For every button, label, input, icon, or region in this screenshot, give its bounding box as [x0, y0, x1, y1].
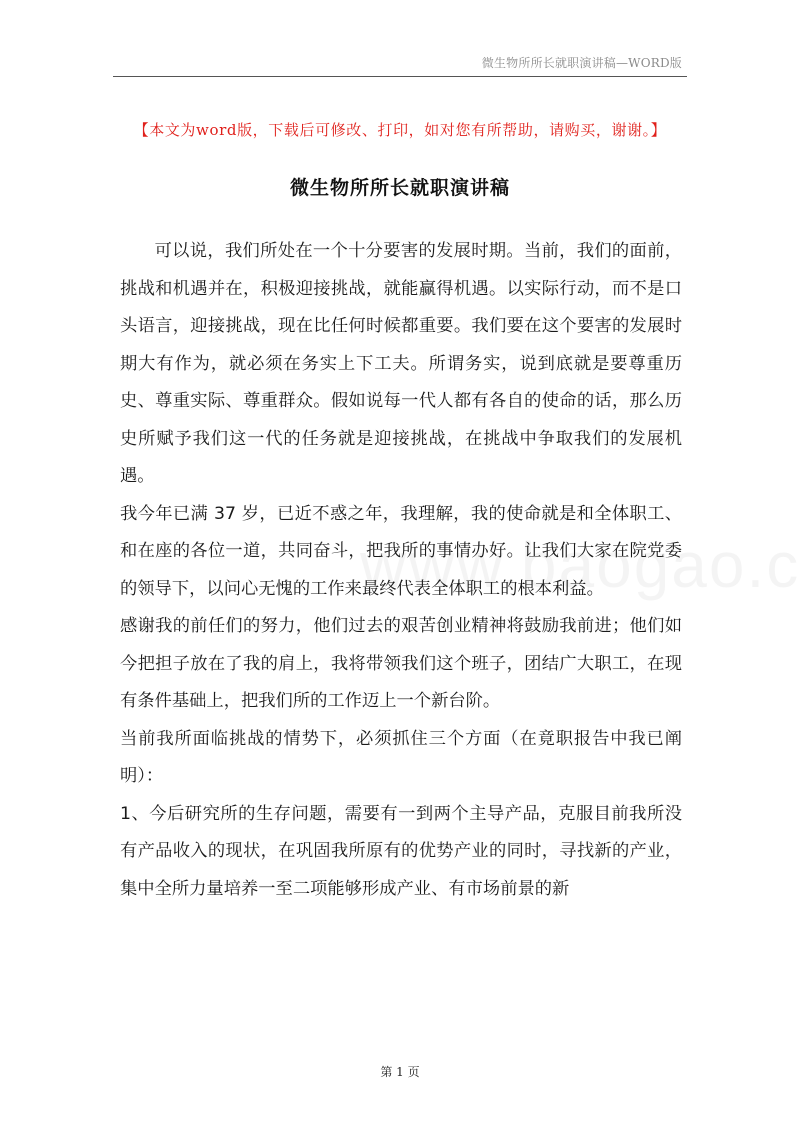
download-notice: 【本文为word版，下载后可修改、打印，如对您有所帮助，请购买，谢谢。】 — [133, 121, 667, 139]
document-title: 微生物所所长就职演讲稿 — [289, 177, 510, 199]
document-body — [120, 233, 682, 908]
paragraph-3: 感谢我的前任们的努力，他们过去的艰苦创业精神将鼓励我前进；他们如今把担子放在了我的肩上，我将带领我们这个班子，团结广大职工，在现有条件基础上，把我们所的工作迈上一个新台阶。 — [120, 616, 682, 711]
header-rule — [113, 76, 687, 77]
paragraph-4: 当前我所面临挑战的情势下，必须抓住三个方面（在竟职报告中我已阐明）： — [120, 728, 682, 786]
paragraph-1: 可以说，我们所处在一个十分要害的发展时期。当前，我们的面前，挑战和机遇并在，积极迎接挑战，就能赢得机遇。以实际行动，而不是口头语言，迎接挑战，现在比任何时候都重要。我们要在这个要害的发展时期大有作为，就必须在务实上下工夫。所谓务实，说到底就是要尊重历史、尊重实际、尊重群众。假如说每一代人都有各自的使命的话，那么历史所赋予我们这一代的任务就是迎接挑战，在挑战中争取我们的发展机遇。 — [120, 241, 682, 486]
paragraph-5: 1、今后研究所的生存问题，需要有一到两个主导产品，克服目前我所没有产品收入的现状，在巩固我所原有的优势产业的同时，寻找新的产业，集中全所力量培养一至二项能够形成产业、有市场前景的新 — [120, 803, 682, 899]
page-number: 第 1 页 — [380, 1065, 420, 1079]
running-header: 微生物所所长就职演讲稿—WORD版 — [481, 56, 682, 70]
paragraph-2: 我今年已满 37 岁，已近不惑之年，我理解，我的使命就是和全体职工、和在座的各位一道，共同奋斗，把我所的事情办好。让我们大家在院党委的领导下，以问心无愧的工作来最终代表全体职工的根本利益。 — [120, 503, 682, 599]
